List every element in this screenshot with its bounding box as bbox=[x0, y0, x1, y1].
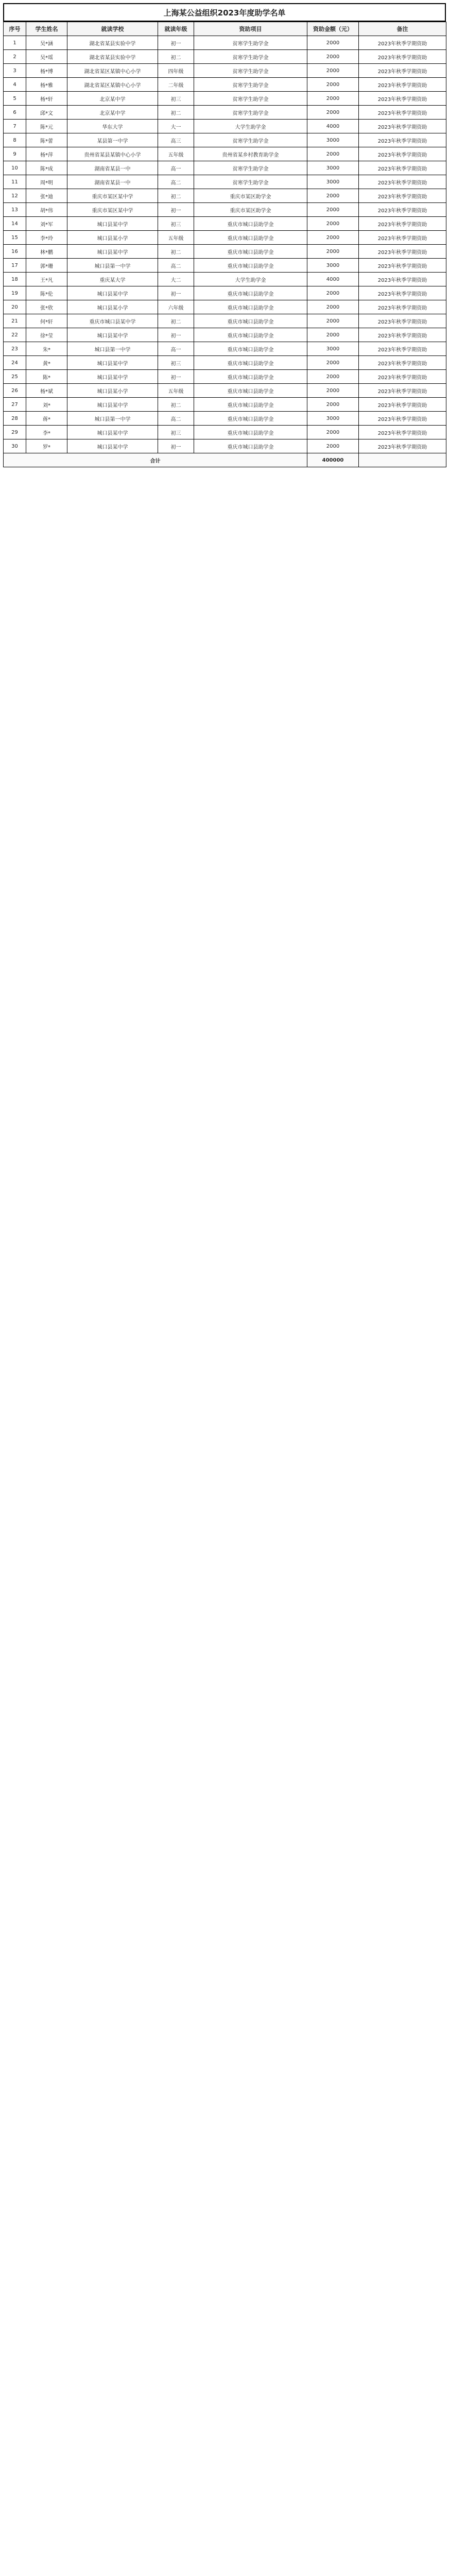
cell-grade: 高一 bbox=[158, 161, 194, 175]
cell-note: 2023年秋季学期资助 bbox=[359, 133, 446, 147]
table-row bbox=[4, 300, 446, 314]
col-header-amount: 资助金额（元） bbox=[307, 22, 359, 36]
table-row bbox=[4, 231, 446, 245]
cell-index: 13 bbox=[4, 203, 26, 217]
cell-grade: 初一 bbox=[158, 203, 194, 217]
cell-school: 城口县某中学 bbox=[67, 439, 158, 453]
cell-amount: 3000 bbox=[307, 161, 359, 175]
cell-note: 2023年秋季学期资助 bbox=[359, 342, 446, 356]
cell-project: 重庆市某区助学金 bbox=[194, 189, 307, 203]
cell-project: 贫寒学生助学金 bbox=[194, 78, 307, 92]
document-page bbox=[0, 3, 449, 2576]
col-header-index: 序号 bbox=[4, 22, 26, 36]
cell-grade: 高二 bbox=[158, 259, 194, 273]
cell-amount: 3000 bbox=[307, 259, 359, 273]
cell-project: 大学生助学金 bbox=[194, 273, 307, 286]
cell-student-name: 杨*萍 bbox=[26, 147, 67, 161]
cell-index: 6 bbox=[4, 106, 26, 120]
cell-note: 2023年秋季学期资助 bbox=[359, 203, 446, 217]
cell-note: 2023年秋季学期资助 bbox=[359, 328, 446, 342]
cell-index: 21 bbox=[4, 314, 26, 328]
cell-school: 城口县某小学 bbox=[67, 384, 158, 398]
table-row bbox=[4, 398, 446, 412]
cell-student-name: 朱* bbox=[26, 342, 67, 356]
cell-amount: 2000 bbox=[307, 370, 359, 384]
col-header-grade: 就读年级 bbox=[158, 22, 194, 36]
table-row bbox=[4, 120, 446, 133]
cell-grade: 初一 bbox=[158, 439, 194, 453]
cell-note: 2023年秋季学期资助 bbox=[359, 50, 446, 64]
table-body bbox=[4, 36, 446, 453]
cell-grade: 高二 bbox=[158, 412, 194, 426]
table-row bbox=[4, 175, 446, 189]
cell-school: 重庆市某区某中学 bbox=[67, 189, 158, 203]
cell-index: 4 bbox=[4, 78, 26, 92]
cell-note: 2023年秋季学期资助 bbox=[359, 259, 446, 273]
cell-grade: 初一 bbox=[158, 286, 194, 300]
table-row bbox=[4, 64, 446, 78]
cell-project: 重庆市某区助学金 bbox=[194, 203, 307, 217]
cell-student-name: 蒋* bbox=[26, 412, 67, 426]
cell-project: 大学生助学金 bbox=[194, 120, 307, 133]
cell-grade: 高二 bbox=[158, 175, 194, 189]
cell-amount: 2000 bbox=[307, 398, 359, 412]
cell-amount: 2000 bbox=[307, 384, 359, 398]
cell-student-name: 杨*轩 bbox=[26, 92, 67, 106]
cell-student-name: 郭*珊 bbox=[26, 259, 67, 273]
cell-index: 7 bbox=[4, 120, 26, 133]
cell-index: 25 bbox=[4, 370, 26, 384]
cell-project: 贫寒学生助学金 bbox=[194, 175, 307, 189]
total-label: 合计 bbox=[4, 453, 307, 467]
table-row bbox=[4, 439, 446, 453]
cell-amount: 2000 bbox=[307, 217, 359, 231]
cell-project: 贫寒学生助学金 bbox=[194, 36, 307, 50]
document-title: 上海某公益组织2023年度助学名单 bbox=[3, 3, 446, 22]
cell-grade: 初三 bbox=[158, 356, 194, 370]
cell-amount: 2000 bbox=[307, 286, 359, 300]
cell-note: 2023年秋季学期资助 bbox=[359, 273, 446, 286]
cell-student-name: 杨*雅 bbox=[26, 78, 67, 92]
cell-index: 14 bbox=[4, 217, 26, 231]
cell-note: 2023年秋季学期资助 bbox=[359, 439, 446, 453]
cell-amount: 2000 bbox=[307, 356, 359, 370]
cell-student-name: 吴*瑶 bbox=[26, 50, 67, 64]
cell-note: 2023年秋季学期资助 bbox=[359, 36, 446, 50]
cell-index: 22 bbox=[4, 328, 26, 342]
cell-student-name: 张*欣 bbox=[26, 300, 67, 314]
table-row bbox=[4, 78, 446, 92]
cell-grade: 高三 bbox=[158, 133, 194, 147]
cell-grade: 四年级 bbox=[158, 64, 194, 78]
cell-school: 北京某中学 bbox=[67, 106, 158, 120]
table-row bbox=[4, 36, 446, 50]
cell-grade: 五年级 bbox=[158, 147, 194, 161]
cell-student-name: 胡*伟 bbox=[26, 203, 67, 217]
total-note bbox=[359, 453, 446, 467]
cell-project: 重庆市城口县助学金 bbox=[194, 412, 307, 426]
cell-school: 城口县某小学 bbox=[67, 300, 158, 314]
cell-index: 2 bbox=[4, 50, 26, 64]
sponsorship-table bbox=[3, 22, 446, 467]
cell-grade: 二年级 bbox=[158, 78, 194, 92]
table-row bbox=[4, 314, 446, 328]
cell-amount: 2000 bbox=[307, 106, 359, 120]
cell-student-name: 李* bbox=[26, 426, 67, 439]
cell-student-name: 王*凡 bbox=[26, 273, 67, 286]
cell-student-name: 陈*蕾 bbox=[26, 133, 67, 147]
total-amount: 400000 bbox=[307, 453, 359, 467]
cell-note: 2023年秋季学期资助 bbox=[359, 64, 446, 78]
cell-school: 湖南省某县一中 bbox=[67, 161, 158, 175]
cell-amount: 2000 bbox=[307, 92, 359, 106]
cell-grade: 六年级 bbox=[158, 300, 194, 314]
cell-grade: 高一 bbox=[158, 342, 194, 356]
cell-amount: 2000 bbox=[307, 426, 359, 439]
cell-school: 城口县某中学 bbox=[67, 370, 158, 384]
cell-project: 重庆市城口县助学金 bbox=[194, 217, 307, 231]
cell-note: 2023年秋季学期资助 bbox=[359, 384, 446, 398]
cell-project: 贵州省某乡村教育助学金 bbox=[194, 147, 307, 161]
cell-project: 重庆市城口县助学金 bbox=[194, 342, 307, 356]
table-row bbox=[4, 217, 446, 231]
cell-index: 18 bbox=[4, 273, 26, 286]
table-row bbox=[4, 133, 446, 147]
cell-school: 城口县第一中学 bbox=[67, 259, 158, 273]
cell-project: 重庆市城口县助学金 bbox=[194, 328, 307, 342]
cell-amount: 2000 bbox=[307, 203, 359, 217]
cell-project: 重庆市城口县助学金 bbox=[194, 286, 307, 300]
table-row bbox=[4, 147, 446, 161]
cell-student-name: 陈* bbox=[26, 370, 67, 384]
cell-amount: 2000 bbox=[307, 314, 359, 328]
cell-project: 贫寒学生助学金 bbox=[194, 64, 307, 78]
cell-project: 重庆市城口县助学金 bbox=[194, 370, 307, 384]
cell-index: 24 bbox=[4, 356, 26, 370]
cell-index: 1 bbox=[4, 36, 26, 50]
col-header-note: 备注 bbox=[359, 22, 446, 36]
cell-student-name: 陈*成 bbox=[26, 161, 67, 175]
cell-school: 城口县某中学 bbox=[67, 245, 158, 259]
cell-student-name: 林*鹏 bbox=[26, 245, 67, 259]
cell-index: 10 bbox=[4, 161, 26, 175]
cell-student-name: 周*明 bbox=[26, 175, 67, 189]
cell-student-name: 吴*涵 bbox=[26, 36, 67, 50]
cell-school: 城口县第一中学 bbox=[67, 342, 158, 356]
cell-index: 19 bbox=[4, 286, 26, 300]
cell-school: 城口县某中学 bbox=[67, 217, 158, 231]
table-header-row bbox=[4, 22, 446, 36]
cell-project: 重庆市城口县助学金 bbox=[194, 231, 307, 245]
cell-amount: 2000 bbox=[307, 245, 359, 259]
cell-student-name: 罗* bbox=[26, 439, 67, 453]
cell-index: 17 bbox=[4, 259, 26, 273]
cell-school: 湖北省某区某镇中心小学 bbox=[67, 64, 158, 78]
cell-amount: 4000 bbox=[307, 273, 359, 286]
cell-school: 城口县某中学 bbox=[67, 286, 158, 300]
cell-grade: 大一 bbox=[158, 120, 194, 133]
cell-amount: 3000 bbox=[307, 133, 359, 147]
cell-grade: 初三 bbox=[158, 92, 194, 106]
cell-note: 2023年秋季学期资助 bbox=[359, 231, 446, 245]
cell-note: 2023年秋季学期资助 bbox=[359, 370, 446, 384]
cell-grade: 五年级 bbox=[158, 384, 194, 398]
cell-grade: 大二 bbox=[158, 273, 194, 286]
cell-school: 湖南省某县一中 bbox=[67, 175, 158, 189]
cell-project: 重庆市城口县助学金 bbox=[194, 384, 307, 398]
cell-index: 8 bbox=[4, 133, 26, 147]
cell-student-name: 陈*伦 bbox=[26, 286, 67, 300]
cell-project: 重庆市城口县助学金 bbox=[194, 245, 307, 259]
cell-index: 5 bbox=[4, 92, 26, 106]
cell-grade: 初二 bbox=[158, 314, 194, 328]
cell-project: 贫寒学生助学金 bbox=[194, 92, 307, 106]
cell-index: 11 bbox=[4, 175, 26, 189]
cell-note: 2023年秋季学期资助 bbox=[359, 92, 446, 106]
cell-note: 2023年秋季学期资助 bbox=[359, 286, 446, 300]
cell-note: 2023年秋季学期资助 bbox=[359, 356, 446, 370]
cell-school: 湖北省某区某镇中心小学 bbox=[67, 78, 158, 92]
cell-grade: 初三 bbox=[158, 426, 194, 439]
cell-index: 28 bbox=[4, 412, 26, 426]
cell-grade: 初二 bbox=[158, 245, 194, 259]
table-row bbox=[4, 412, 446, 426]
total-row bbox=[4, 453, 446, 467]
col-header-name: 学生姓名 bbox=[26, 22, 67, 36]
table-row bbox=[4, 50, 446, 64]
cell-note: 2023年秋季学期资助 bbox=[359, 426, 446, 439]
cell-grade: 初二 bbox=[158, 398, 194, 412]
col-header-project: 资助项目 bbox=[194, 22, 307, 36]
cell-index: 27 bbox=[4, 398, 26, 412]
cell-amount: 2000 bbox=[307, 231, 359, 245]
table-row bbox=[4, 161, 446, 175]
cell-note: 2023年秋季学期资助 bbox=[359, 106, 446, 120]
table-row bbox=[4, 328, 446, 342]
table-row bbox=[4, 342, 446, 356]
cell-index: 20 bbox=[4, 300, 26, 314]
table-row bbox=[4, 106, 446, 120]
table-row bbox=[4, 259, 446, 273]
cell-note: 2023年秋季学期资助 bbox=[359, 300, 446, 314]
table-row bbox=[4, 370, 446, 384]
cell-school: 重庆市城口县某中学 bbox=[67, 314, 158, 328]
cell-amount: 3000 bbox=[307, 342, 359, 356]
cell-grade: 初二 bbox=[158, 106, 194, 120]
cell-index: 15 bbox=[4, 231, 26, 245]
cell-amount: 2000 bbox=[307, 147, 359, 161]
cell-amount: 2000 bbox=[307, 36, 359, 50]
cell-amount: 2000 bbox=[307, 300, 359, 314]
cell-project: 重庆市城口县助学金 bbox=[194, 356, 307, 370]
cell-index: 16 bbox=[4, 245, 26, 259]
cell-project: 重庆市城口县助学金 bbox=[194, 300, 307, 314]
cell-note: 2023年秋季学期资助 bbox=[359, 314, 446, 328]
cell-index: 29 bbox=[4, 426, 26, 439]
cell-student-name: 刘*军 bbox=[26, 217, 67, 231]
cell-note: 2023年秋季学期资助 bbox=[359, 147, 446, 161]
cell-note: 2023年秋季学期资助 bbox=[359, 189, 446, 203]
table-row bbox=[4, 286, 446, 300]
cell-index: 23 bbox=[4, 342, 26, 356]
cell-school: 北京某中学 bbox=[67, 92, 158, 106]
cell-student-name: 黄* bbox=[26, 356, 67, 370]
cell-student-name: 陈*元 bbox=[26, 120, 67, 133]
cell-grade: 初一 bbox=[158, 328, 194, 342]
cell-school: 华东大学 bbox=[67, 120, 158, 133]
cell-project: 重庆市城口县助学金 bbox=[194, 439, 307, 453]
cell-student-name: 杨*博 bbox=[26, 64, 67, 78]
cell-amount: 2000 bbox=[307, 50, 359, 64]
cell-grade: 五年级 bbox=[158, 231, 194, 245]
cell-grade: 初二 bbox=[158, 189, 194, 203]
table-row bbox=[4, 245, 446, 259]
cell-project: 贫寒学生助学金 bbox=[194, 161, 307, 175]
table-row bbox=[4, 203, 446, 217]
cell-note: 2023年秋季学期资助 bbox=[359, 217, 446, 231]
cell-student-name: 何*轩 bbox=[26, 314, 67, 328]
cell-note: 2023年秋季学期资助 bbox=[359, 161, 446, 175]
table-row bbox=[4, 92, 446, 106]
cell-school: 城口县某小学 bbox=[67, 231, 158, 245]
cell-project: 重庆市城口县助学金 bbox=[194, 259, 307, 273]
cell-school: 湖北省某县实验中学 bbox=[67, 36, 158, 50]
cell-project: 重庆市城口县助学金 bbox=[194, 398, 307, 412]
cell-student-name: 张*迪 bbox=[26, 189, 67, 203]
cell-note: 2023年秋季学期资助 bbox=[359, 175, 446, 189]
cell-amount: 3000 bbox=[307, 412, 359, 426]
cell-grade: 初一 bbox=[158, 370, 194, 384]
cell-school: 湖北省某县实验中学 bbox=[67, 50, 158, 64]
cell-student-name: 邱*文 bbox=[26, 106, 67, 120]
table-row bbox=[4, 426, 446, 439]
cell-amount: 2000 bbox=[307, 328, 359, 342]
cell-project: 贫寒学生助学金 bbox=[194, 106, 307, 120]
cell-index: 26 bbox=[4, 384, 26, 398]
cell-grade: 初一 bbox=[158, 36, 194, 50]
cell-school: 城口县某中学 bbox=[67, 398, 158, 412]
cell-project: 贫寒学生助学金 bbox=[194, 50, 307, 64]
cell-amount: 2000 bbox=[307, 189, 359, 203]
col-header-school: 就读学校 bbox=[67, 22, 158, 36]
cell-note: 2023年秋季学期资助 bbox=[359, 120, 446, 133]
cell-amount: 2000 bbox=[307, 439, 359, 453]
cell-project: 重庆市城口县助学金 bbox=[194, 314, 307, 328]
cell-amount: 2000 bbox=[307, 78, 359, 92]
cell-note: 2023年秋季学期资助 bbox=[359, 245, 446, 259]
table-row bbox=[4, 189, 446, 203]
cell-index: 30 bbox=[4, 439, 26, 453]
cell-school: 某县第一中学 bbox=[67, 133, 158, 147]
cell-student-name: 刘* bbox=[26, 398, 67, 412]
cell-amount: 3000 bbox=[307, 175, 359, 189]
cell-project: 贫寒学生助学金 bbox=[194, 133, 307, 147]
cell-school: 贵州省某县某镇中心小学 bbox=[67, 147, 158, 161]
cell-grade: 初二 bbox=[158, 50, 194, 64]
cell-school: 城口县某中学 bbox=[67, 356, 158, 370]
cell-student-name: 徐*莹 bbox=[26, 328, 67, 342]
cell-student-name: 李*玲 bbox=[26, 231, 67, 245]
cell-school: 城口县某中学 bbox=[67, 426, 158, 439]
cell-school: 重庆某大学 bbox=[67, 273, 158, 286]
cell-school: 重庆市某区某中学 bbox=[67, 203, 158, 217]
cell-grade: 初三 bbox=[158, 217, 194, 231]
cell-index: 3 bbox=[4, 64, 26, 78]
cell-project: 重庆市城口县助学金 bbox=[194, 426, 307, 439]
cell-school: 城口县第一中学 bbox=[67, 412, 158, 426]
cell-student-name: 杨*斌 bbox=[26, 384, 67, 398]
cell-school: 城口县某中学 bbox=[67, 328, 158, 342]
cell-amount: 4000 bbox=[307, 120, 359, 133]
cell-note: 2023年秋季学期资助 bbox=[359, 412, 446, 426]
cell-amount: 2000 bbox=[307, 64, 359, 78]
cell-index: 9 bbox=[4, 147, 26, 161]
cell-index: 12 bbox=[4, 189, 26, 203]
table-row bbox=[4, 356, 446, 370]
table-row bbox=[4, 384, 446, 398]
table-row bbox=[4, 273, 446, 286]
cell-note: 2023年秋季学期资助 bbox=[359, 398, 446, 412]
cell-note: 2023年秋季学期资助 bbox=[359, 78, 446, 92]
